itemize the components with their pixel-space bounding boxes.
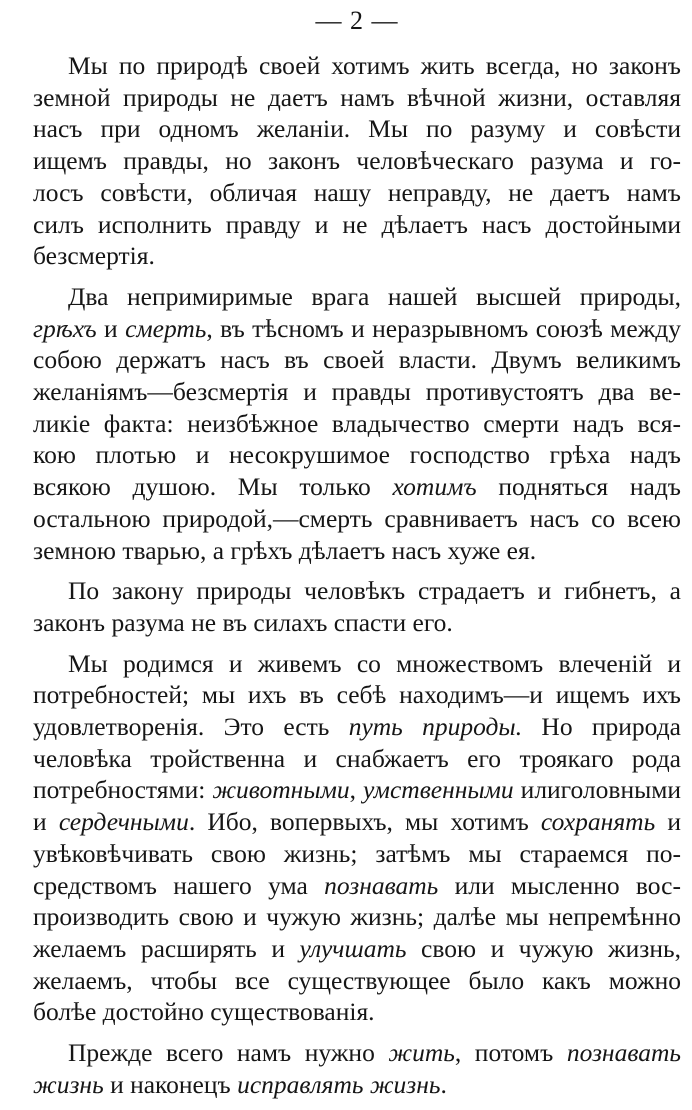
- text-line: [33, 376, 681, 408]
- paragraph: [33, 648, 681, 1028]
- page-number: — 2 —: [315, 6, 399, 35]
- emphasis-text: животными: [212, 775, 350, 805]
- text-run: кою плотью и несокрушимое господство грѣха надъ: [33, 440, 681, 470]
- text-run: человѣка тройственна и снабжаетъ его троякаго рода: [33, 743, 681, 773]
- text-line: [33, 240, 681, 272]
- text-run: Прежде всего намъ нужно: [68, 1038, 389, 1068]
- emphasis-text: сердечными: [58, 807, 189, 837]
- text-run: желаніямъ—безсмертія и правды противустоятъ два ве-: [33, 377, 681, 407]
- text-line: [33, 471, 681, 503]
- text-line: [33, 50, 681, 82]
- text-line: [33, 1069, 681, 1101]
- text-run: ,: [349, 775, 363, 805]
- text-run: , потомъ: [454, 1038, 567, 1068]
- emphasis-text: умственными: [363, 775, 514, 805]
- emphasis-text: исправлять жизнь: [237, 1069, 441, 1099]
- paragraph: [33, 575, 681, 638]
- page-body: [33, 50, 681, 1101]
- text-line: [33, 82, 681, 114]
- text-run: болѣе достойно существованія.: [33, 997, 375, 1027]
- book-page: [33, 6, 681, 1110]
- text-run: безсмертія.: [33, 241, 155, 271]
- text-line: [33, 743, 681, 775]
- text-run: законъ разума не въ силахъ спасти его.: [33, 607, 453, 637]
- text-run: Но природа: [522, 712, 681, 742]
- text-run: или мысленно вос-: [438, 870, 681, 900]
- text-run: насъ при одномъ желаніи. Мы по разуму и совѣсти: [33, 114, 681, 144]
- text-run: земною тварью, а грѣхъ дѣлаетъ насъ хуже ея.: [33, 535, 537, 565]
- text-run: потребностей; мы ихъ въ себѣ находимъ—и ищемъ ихъ: [33, 680, 681, 710]
- paragraph: [33, 281, 681, 566]
- text-run: . Ибо, вопервыхъ, мы хотимъ: [188, 807, 541, 837]
- text-run: Два непримиримые врага нашей высшей природы,: [68, 281, 681, 311]
- text-run: желаемъ, чтобы все существующее было какъ можно: [33, 965, 681, 995]
- text-line: [33, 408, 681, 440]
- paragraph: [33, 50, 681, 272]
- text-run: увѣковѣчивать свою жизнь; затѣмъ мы стараемся по-: [33, 838, 681, 868]
- text-run: ищемъ правды, но законъ человѣческаго разума и го-: [33, 146, 681, 176]
- paragraph: [33, 1037, 681, 1100]
- text-run: желаемъ расширять и: [33, 933, 300, 963]
- emphasis-text: познавать: [566, 1038, 681, 1068]
- text-run: Мы по природѣ своей хотимъ жить всегда, но законъ: [68, 51, 681, 80]
- text-line: [33, 575, 681, 607]
- text-line: [33, 439, 681, 471]
- text-run: свою и чужую жизнь,: [406, 933, 681, 963]
- text-run: , въ тѣсномъ и неразрывномъ союзѣ между: [206, 313, 681, 343]
- text-line: [33, 503, 681, 535]
- text-run: потребностями:: [33, 775, 213, 805]
- text-run: и: [33, 807, 59, 837]
- text-run: земной природы не даетъ намъ вѣчной жизни, оставляя: [33, 82, 681, 112]
- text-run: и: [655, 807, 681, 837]
- text-line: [33, 145, 681, 177]
- emphasis-text: грѣхъ: [33, 313, 97, 343]
- text-line: [33, 313, 681, 345]
- emphasis-text: смерть: [125, 313, 207, 343]
- emphasis-text: жизнь: [33, 1069, 104, 1099]
- text-run: илиголовными: [513, 775, 682, 805]
- text-run: всякою душою. Мы только: [33, 472, 393, 502]
- text-line: [33, 209, 681, 241]
- text-line: [33, 1037, 681, 1069]
- text-run: собою держатъ насъ въ своей власти. Двумъ великимъ: [33, 345, 681, 375]
- text-line: [33, 648, 681, 680]
- text-line: [33, 281, 681, 313]
- text-run: средствомъ нашего ума: [33, 870, 325, 900]
- text-line: [33, 806, 681, 838]
- emphasis-text: познавать: [324, 870, 439, 900]
- text-run: подняться надъ: [476, 472, 681, 502]
- text-line: [33, 113, 681, 145]
- emphasis-text: хотимъ: [392, 472, 477, 502]
- text-line: [33, 535, 681, 567]
- text-run: .: [440, 1069, 447, 1099]
- text-line: [33, 838, 681, 870]
- emphasis-text: сохранять: [540, 807, 656, 837]
- text-line: [33, 996, 681, 1028]
- text-line: [33, 177, 681, 209]
- text-line: [33, 679, 681, 711]
- text-line: [33, 901, 681, 933]
- text-run: и: [96, 313, 126, 343]
- text-line: [33, 344, 681, 376]
- text-line: [33, 607, 681, 639]
- text-line: [33, 933, 681, 965]
- emphasis-text: путь природы.: [348, 712, 523, 742]
- text-run: и наконецъ: [103, 1069, 238, 1099]
- emphasis-text: жить: [388, 1038, 455, 1068]
- text-run: По закону природы человѣкъ страдаетъ и гибнетъ, а: [68, 576, 681, 606]
- text-run: Мы родимся и живемъ со множествомъ влеченій и: [68, 648, 681, 678]
- emphasis-text: улучшать: [299, 933, 407, 963]
- text-run: лосъ совѣсти, обличая нашу неправду, не даетъ намъ: [33, 177, 681, 207]
- text-run: удовлетворенія. Это есть: [33, 712, 349, 742]
- text-line: [33, 774, 681, 806]
- text-run: остальною природой,—смерть сравниваетъ насъ со всею: [33, 503, 681, 533]
- text-run: ликіе факта: неизбѣжное владычество смерти надъ вся-: [33, 408, 681, 438]
- text-run: силъ исполнить правду и не дѣлаетъ насъ достойными: [33, 209, 681, 239]
- text-line: [33, 870, 681, 902]
- text-line: [33, 711, 681, 743]
- text-line: [33, 965, 681, 997]
- text-run: производить свою и чужую жизнь; далѣе мы непремѣнно: [33, 902, 681, 932]
